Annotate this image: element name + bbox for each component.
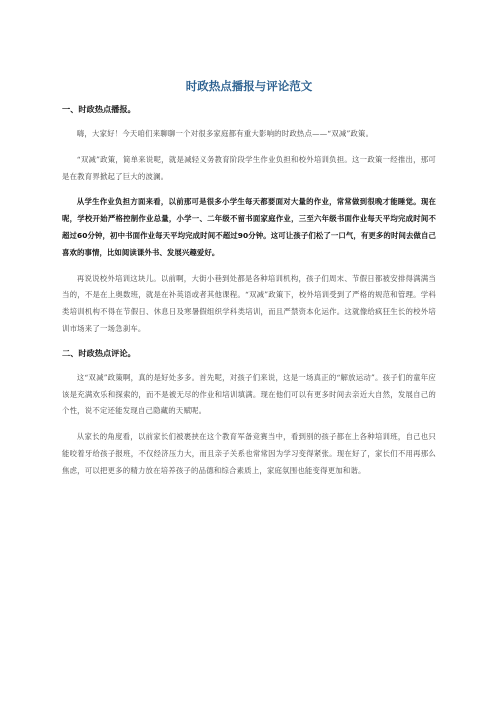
paragraph: 这“双减”政策啊，真的是好处多多。首先呢，对孩子们来说，这是一场真正的“解放运动”。孩子们的童年应该是充满欢乐和探索的，而不是被无尽的作业和培训填满。现在他们可以有更多时间去亲近大自然，发展自己的个性，说不定还能发现自己隐藏的天赋呢。 [62, 372, 436, 416]
section-heading-news: 一、时政热点播报。 [62, 104, 136, 114]
document-page [62, 78, 436, 489]
paragraph: “双减”政策，简单来说呢，就是减轻义务教育阶段学生作业负担和校外培训负担。这一政策一经推出，那可是在教育界掀起了巨大的波澜。 [62, 154, 436, 181]
paragraph: 嗨，大家好！今天咱们来聊聊一个对很多家庭都有重大影响的时政热点——“双减”政策。 [76, 129, 374, 138]
document-title: 时政热点播报与评论范文 [185, 79, 313, 93]
paragraph: 从家长的角度看，以前家长们被裹挟在这个教育军备竞赛当中，看到别的孩子都在上各种培训班，自己也只能咬着牙给孩子报班，不仅经济压力大，而且亲子关系也常常因为学习变得紧张。现在好了，家长们不用再那么焦虑，可以把更多的精力放在培养孩子的品德和综合素质上，家庭氛围也能变得更加和谐。 [62, 432, 436, 475]
paragraph-emphasis: 从学生作业负担方面来看，以前那可是很多小学生每天都要面对大量的作业，常常做到很晚才能睡觉。现在呢，学校开始严格控制作业总量，小学一、二年级不留书面家庭作业，三至六年级书面作业每天平均完成时间不超过60分钟，初中书面作业每天平均完成时间不超过90分钟。这可让孩子们松了一口气，有更多的时间去做自己喜欢的事情，比如阅读课外书、发展兴趣爱好。 [62, 197, 436, 257]
paragraph: 再说说校外培训这块儿。以前啊，大街小巷到处都是各种培训机构，孩子们周末、节假日都被安排得满满当当的，不是在上奥数班，就是在补英语或者其他课程。“双减”政策下，校外培训受到了严格的规范和管理。学科类培训机构不得在节假日、休息日及寒暑假组织学科类培训，而且严禁资本化运作。这就像给疯狂生长的校外培训市场来了一场急刹车。 [62, 273, 436, 333]
section-heading-commentary: 二、时政热点评论。 [62, 347, 136, 358]
